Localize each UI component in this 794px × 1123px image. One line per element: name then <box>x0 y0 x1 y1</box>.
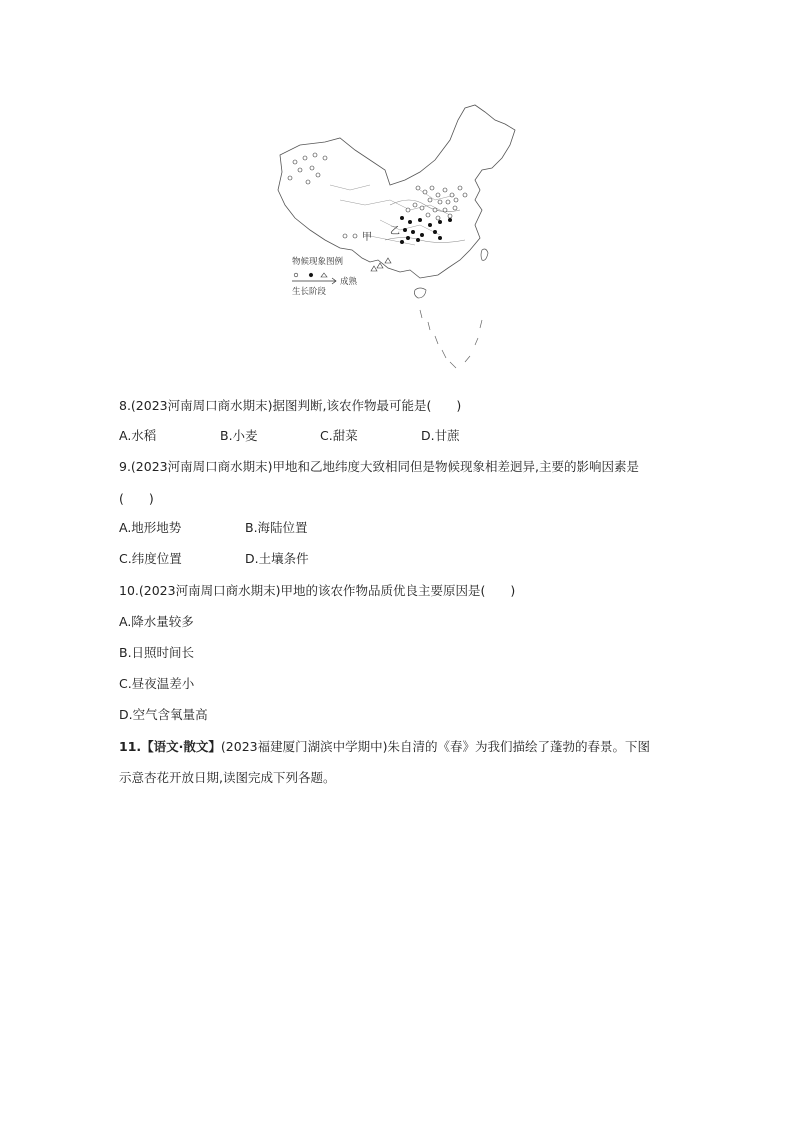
china-phenology-map <box>270 100 530 380</box>
question-9-stem-cont: ( ) <box>119 491 154 506</box>
china-outline <box>278 105 515 278</box>
q8-option-b: B.小麦 <box>220 428 258 443</box>
legend-title: 物候现象图例 <box>292 257 344 267</box>
q8-option-a: A.水稻 <box>119 428 157 443</box>
q10-option-b: B.日照时间长 <box>119 645 195 660</box>
q10-option-a: A.降水量较多 <box>119 614 194 629</box>
sw-triangles <box>371 258 391 271</box>
q9-option-b: B.海陆位置 <box>245 520 308 535</box>
label-jia: 甲 <box>362 232 372 243</box>
question-11-tag: 11.【语文·散文】 <box>119 739 221 754</box>
legend-symbols <box>294 273 327 277</box>
question-9-stem: 9.(2023河南周口商水期末)甲地和乙地纬度大致相同但是物候现象相差迥异,主要的影响因素是 <box>119 459 639 474</box>
q9-option-c: C.纬度位置 <box>119 551 182 566</box>
q10-option-d: D.空气含氧量高 <box>119 707 208 722</box>
q9-option-d: D.土壤条件 <box>245 551 309 566</box>
question-8-stem: 8.(2023河南周口商水期末)据图判断,该农作物最可能是( ) <box>119 398 462 413</box>
map-svg <box>270 100 530 380</box>
q9-option-a: A.地形地势 <box>119 520 182 535</box>
taiwan-island <box>481 249 488 260</box>
west-circles <box>288 153 327 184</box>
q10-option-c: C.昼夜温差小 <box>119 676 195 691</box>
question-11-text: (2023福建厦门湖滨中学期中)朱自清的《春》为我们描绘了蓬勃的春景。下图 <box>220 739 650 754</box>
legend-mature: 成熟 <box>340 277 358 287</box>
jia-circles <box>343 234 357 238</box>
question-11-stem-cont: 示意杏花开放日期,读图完成下列各题。 <box>119 770 336 785</box>
legend-stage: 生长阶段 <box>292 287 327 297</box>
label-yi: 乙 <box>390 226 400 237</box>
mature-dots <box>400 216 452 244</box>
legend-arrow <box>292 278 336 284</box>
hainan-island <box>414 288 426 298</box>
question-10-stem: 10.(2023河南周口商水期末)甲地的该农作物品质优良主要原因是( ) <box>119 583 516 598</box>
yangtze-river <box>385 238 465 243</box>
q8-option-c: C.甜菜 <box>320 428 358 443</box>
q8-option-d: D.甘蔗 <box>421 428 460 443</box>
question-11-stem <box>119 739 650 755</box>
north-circles <box>406 186 467 220</box>
south-sea-dashes <box>420 310 482 368</box>
